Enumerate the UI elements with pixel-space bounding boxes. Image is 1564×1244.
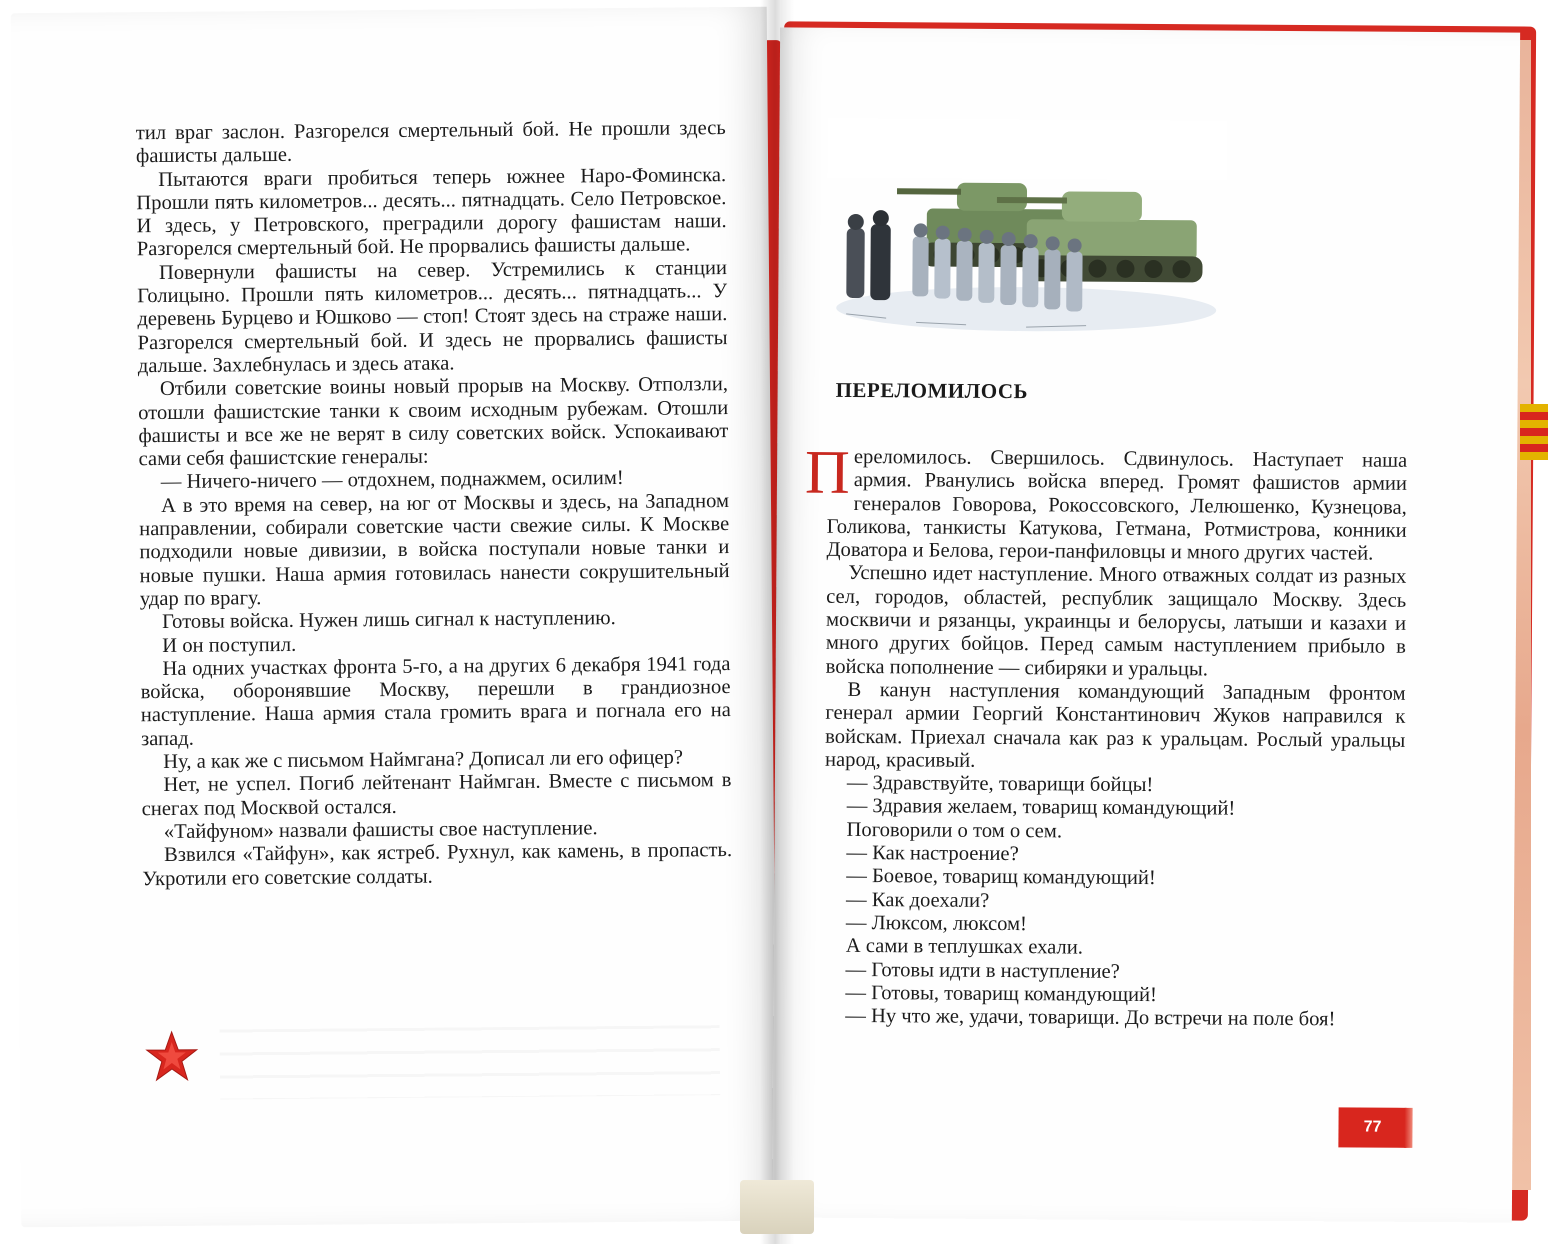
right-paragraph: — Как доехали? [845,888,990,912]
left-paragraph: Отбили советские воины новый прорыв на Москву. Отползли, отошли фашистские танки к своим исходным рубежам. Отошли фашисты и все же не верят в силу советских войск. Успокаивают сами себя фашистские генералы: [138,373,729,471]
left-paragraph: Нет, не успел. Погиб лейтенант Наймган. Вместе с письмом в снегах под Москвой остался. [141,769,732,820]
right-paragraph: В канун наступления командующий Западным фронтом генерал армии Георгий Константинович Жуков направился к войскам. Приехал сначала как раз к уральцам. Рослый уральцы народ, красивый. [824,678,1406,772]
show-through-text [220,1025,721,1099]
book-spine-shadow [760,0,794,1244]
page-number: 77 [1338,1107,1406,1147]
red-star-icon [144,1030,200,1086]
left-paragraph: — Ничего-ничего — отдохнем, поднажмем, осилим! [160,467,624,494]
left-paragraph: И он поступил. [162,633,297,657]
left-paragraph: Пытаются враги пробиться теперь южнее Наро-Фоминска. Прошли пять километров... десять... пятнадцать. Село Петровское. И здесь, у Петровского, преградили дорогу фашистам наши. Разгорелся смертельный бой. Не прорвались фашисты дальше. [136,163,727,261]
left-paragraph: Ну, а как же с письмом Наймгана? Дописал ли его офицер? [163,746,684,774]
first-paragraph-text: ереломилось. Свершилось. Сдвинулось. Наступает наша армия. Рванулись войска вперед. Громят фашистов армии генералов Говорова, Рокоссовского, Лелюшенко, Кузнецова, Голикова, танкисты Катукова, Гетмана, Ротмистрова, конники Доватора и Белова, герои-панфиловцы и много других частей. [826,445,1408,565]
right-paragraph: А сами в теплушках ехали. [845,935,1083,959]
first-paragraph [804,438,1408,567]
right-paragraph: — Как настроение? [846,841,1019,866]
right-paragraph: — Люксом, люксом! [845,911,1028,936]
chapter-title: ПЕРЕЛОМИЛОСЬ [835,377,1029,404]
right-page-text [804,438,1408,1032]
left-paragraph: Повернули фашисты на север. Устремились к станции Голицыно. Прошли пять километров... десять... пятнадцать... У деревень Бурцево и Юшково — стоп! Стоят здесь на страже наши. Разгорелся смертельный бой. И здесь не прорвались фашисты дальше. Захлебнулась и здесь атака. [137,256,728,378]
right-paragraph: Поговорили о том о сем. [846,818,1063,843]
right-paragraph: — Готовы, товарищ командующий! [845,981,1158,1006]
right-paragraph: — Ну что же, удачи, товарищи. До встречи на поле боя! [845,1005,1336,1031]
drop-cap: П [804,438,851,507]
right-paragraph: — Готовы идти в наступление? [845,958,1120,983]
left-paragraph: А в это время на север, на юг от Москвы и здесь, на Западном направлении, собирали советские части свежие силы. К Москве подходили новые дивизии, в войска поступали новые танки и новые пушки. Наша армия готовилась нанести сокрушительный удар по врагу. [139,489,730,611]
right-paragraph: — Здравствуйте, товарищи бойцы! [846,772,1154,797]
left-page-text [136,117,733,891]
left-paragraph: тил враг заслон. Разгорелся смертельный бой. Не прошли здесь фашисты дальше. [135,117,726,168]
right-page [772,27,1520,1222]
left-page [11,7,778,1228]
left-paragraph: На одних участках фронта 5-го, а на других 6 декабря 1941 года войска, оборонявшие Москву, перешли в грандиозное наступление. Наша армия стала громить врага и погнала его на запад. [140,652,731,750]
right-paragraph: Успешно идет наступление. Много отважных солдат из разных сел, городов, областей, республик защищало Москву. Здесь москвичи и рязанцы, украинцы и белорусы, латыши и казахи и много других бойцов. Перед самым наступлением прибыло в войска пополнение — сибиряки и уральцы. [825,562,1407,681]
right-paragraph: — Боевое, товарищ командующий! [846,865,1156,890]
left-paragraph: «Тайфуном» назвали фашисты свое наступление. [163,817,598,843]
left-paragraph: Готовы войска. Нужен лишь сигнал к наступлению. [161,607,616,634]
ribbon-flag [1520,404,1548,460]
book-spine-bottom [740,1180,814,1234]
right-paragraph: — Здравия желаем, товарищ командующий! [846,795,1236,821]
left-paragraph: Взвился «Тайфун», как ястреб. Рухнул, как камень, в пропасть. Укротили его советские солдаты. [142,839,733,890]
tanks-and-soldiers-illustration [826,118,1228,341]
